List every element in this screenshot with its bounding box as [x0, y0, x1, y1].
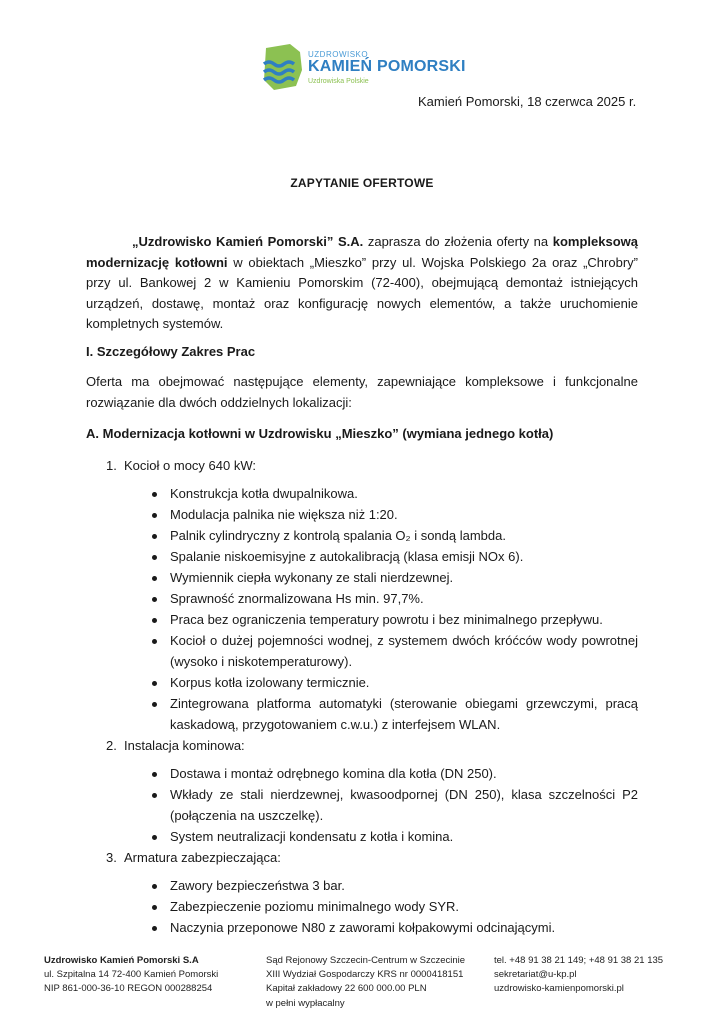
list-item	[152, 876, 638, 897]
item-label: Armatura zabezpieczająca:	[124, 850, 281, 865]
bullet-text: Zabezpieczenie poziomu minimalnego wody SYR.	[170, 899, 460, 914]
bullet-icon	[152, 884, 157, 889]
bullet-icon	[152, 926, 157, 931]
section-heading-a: A. Modernizacja kotłowni w Uzdrowisku „Mieszko” (wymiana jednego kotła)	[86, 426, 554, 441]
footer-court-info	[266, 954, 465, 1011]
list-item	[152, 764, 638, 785]
footer-email[interactable]: sekretariat@u-kp.pl	[494, 969, 577, 981]
numbered-item-2	[106, 738, 245, 753]
bullet-icon	[152, 492, 157, 497]
section-heading-1: I. Szczegółowy Zakres Prac	[86, 344, 256, 359]
bullet-text: Kocioł o dużej pojemności wodnej, z systemem dwóch króćców wody powrotnej (wysoko i niskotemperaturowy).	[170, 633, 638, 669]
company-name: „Uzdrowisko Kamień Pomorski” S.A.	[132, 234, 364, 249]
list-item	[152, 526, 638, 547]
document-date: Kamień Pomorski, 18 czerwca 2025 r.	[418, 94, 637, 109]
bullet-icon	[152, 835, 157, 840]
item-number: 1.	[106, 458, 117, 473]
footer-company-name: Uzdrowisko Kamień Pomorski S.A	[44, 955, 199, 966]
item-number: 3.	[106, 850, 117, 865]
bullet-text: Dostawa i montaż odrębnego komina dla kotła (DN 250).	[170, 766, 497, 781]
list-item	[152, 547, 638, 568]
logo-mark-icon	[260, 42, 304, 92]
section-1-paragraph: Oferta ma obejmować następujące elementy, zapewniające kompleksowe i funkcjonalne rozwiązanie dla dwóch oddzielnych lokalizacji:	[86, 374, 638, 410]
bullet-text: Naczynia przeponowe N80 z zaworami kołpakowymi odcinającymi.	[170, 920, 556, 935]
footer-address: ul. Szpitalna 14 72-400 Kamień Pomorski	[44, 969, 219, 981]
bullet-text: Palnik cylindryczny z kontrolą spalania O₂ i sondą lambda.	[170, 528, 506, 543]
document-title: ZAPYTANIE OFERTOWE	[290, 176, 434, 190]
bullet-icon	[152, 639, 157, 644]
list-item	[152, 918, 638, 939]
bullet-text: Zintegrowana platforma automatyki (sterowanie obiegami grzewczymi, pracą kaskadową, przygotowaniem c.w.u.) z interfejsem WLAN.	[170, 696, 638, 732]
bullet-icon	[152, 681, 157, 686]
footer-paid: w pełni wypłacalny	[266, 997, 345, 1009]
bullet-icon	[152, 534, 157, 539]
bullet-text: Zawory bezpieczeństwa 3 bar.	[170, 878, 345, 893]
item-label: Kocioł o mocy 640 kW:	[124, 458, 256, 473]
bullet-text: Praca bez ograniczenia temperatury powrotu i bez minimalnego przepływu.	[170, 612, 603, 627]
footer-nip-regon: NIP 861-000-36-10 REGON 000288254	[44, 983, 213, 995]
footer-krs: XIII Wydział Gospodarczy KRS nr 0000418151	[266, 969, 464, 981]
list-item	[152, 631, 638, 672]
scope-highlight: kompleksową modernizację kotłowni	[86, 234, 638, 270]
bullet-text: Konstrukcja kotła dwupalnikowa.	[170, 486, 358, 501]
list-item	[152, 484, 638, 505]
footer-capital: Kapitał zakładowy 22 600 000.00 PLN	[266, 983, 427, 995]
footer-court: Sąd Rejonowy Szczecin-Centrum w Szczecinie	[266, 955, 466, 966]
intro-text-1: zaprasza do złożenia oferty na	[363, 234, 553, 249]
bullet-text: Sprawność znormalizowana Hs min. 97,7%.	[170, 591, 424, 606]
list-item	[152, 589, 638, 610]
logo-small-text: UZDROWISKO	[308, 50, 369, 59]
intro-text-2: w obiektach „Mieszko” przy ul. Wojska Polskiego 2a oraz „Chrobry” przy ul. Bankowej 2 w Kamieniu Pomorskim (72-400), obejmującą demontaż istniejących urządzeń, dostawę, montaż oraz konfigurację nowych elementów, a także uruchomienie kompletnych systemów.	[86, 254, 638, 331]
item-label: Instalacja kominowa:	[124, 738, 245, 753]
numbered-item-3	[106, 850, 281, 865]
list-item	[152, 505, 638, 526]
bullet-icon	[152, 576, 157, 581]
list-item	[152, 897, 638, 918]
bullet-text: Modulacja palnika nie większa niż 1:20.	[170, 507, 398, 522]
bullet-text: Wymiennik ciepła wykonany ze stali nierdzewnej.	[170, 570, 454, 585]
list-item	[152, 568, 638, 589]
intro-paragraph	[86, 232, 638, 335]
bullet-icon	[152, 618, 157, 623]
list-item	[152, 610, 638, 631]
bullet-text: Spalanie niskoemisyjne z autokalibracją (klasa emisji NOx 6).	[170, 549, 524, 564]
bullet-text: Korpus kotła izolowany termicznie.	[170, 675, 370, 690]
list-item	[152, 694, 638, 735]
numbered-item-1	[106, 458, 256, 473]
bullet-text: Wkłady ze stali nierdzewnej, kwasoodpornej (DN 250), klasa szczelności P2 (połączenia na uszczelkę).	[170, 787, 638, 823]
bullet-icon	[152, 597, 157, 602]
bullet-icon	[152, 793, 157, 798]
bullet-icon	[152, 702, 157, 707]
bullet-icon	[152, 555, 157, 560]
bullet-icon	[152, 905, 157, 910]
item-number: 2.	[106, 738, 117, 753]
company-logo	[260, 42, 466, 94]
bullet-icon	[152, 772, 157, 777]
list-item	[152, 785, 638, 826]
footer-company-info	[44, 954, 218, 997]
list-item	[152, 827, 638, 848]
list-item	[152, 673, 638, 694]
logo-subtitle: Uzdrowiska Polskie	[308, 78, 369, 85]
footer-contact	[494, 954, 663, 997]
logo-name: KAMIEŃ POMORSKI	[308, 58, 466, 75]
footer-phone: tel. +48 91 38 21 149; +48 91 38 21 135	[494, 955, 664, 966]
bullet-text: System neutralizacji kondensatu z kotła i komina.	[170, 829, 454, 844]
bullet-icon	[152, 513, 157, 518]
footer-website[interactable]: uzdrowisko-kamienpomorski.pl	[494, 983, 624, 995]
